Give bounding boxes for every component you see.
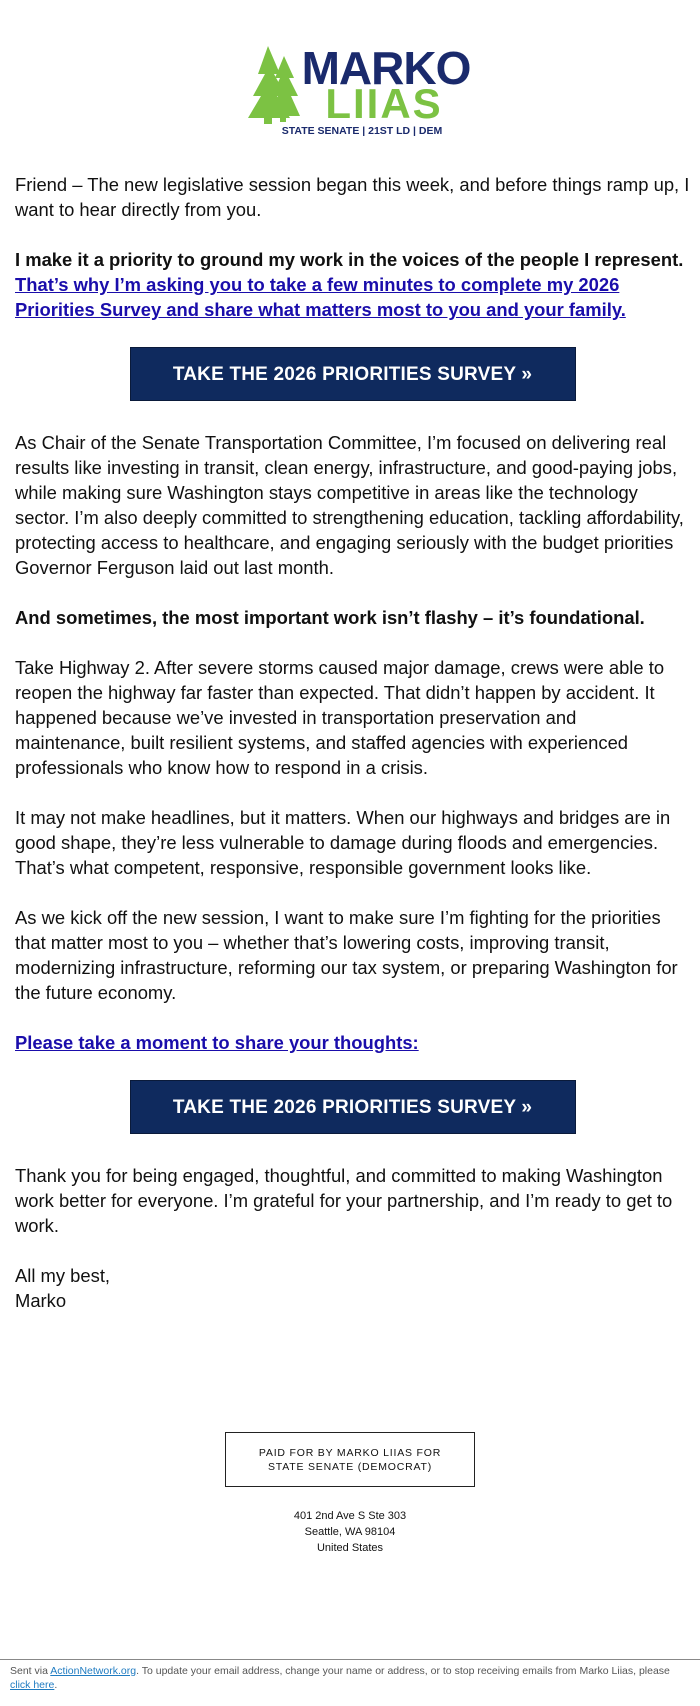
mailing-address [0, 1508, 700, 1556]
unsubscribe-note [10, 1664, 692, 1692]
signoff [15, 1263, 690, 1313]
campaign-logo [0, 34, 700, 140]
survey-button[interactable]: TAKE THE 2026 PRIORITIES SURVEY » [130, 347, 576, 401]
cta-row [15, 347, 690, 401]
footer-divider [0, 1659, 700, 1660]
thanks-paragraph: Thank you for being engaged, thoughtful, and committed to making Washington work better for everyone. I’m grateful for your partnership, and I’m ready to get to work. [15, 1165, 673, 1236]
paid-for-disclaimer: PAID FOR BY MARKO LIIAS FOR STATE SENATE (DEMOCRAT) [225, 1432, 475, 1487]
share-paragraph [15, 1030, 690, 1055]
priority-paragraph [15, 247, 690, 322]
chair-paragraph: As Chair of the Senate Transportation Committee, I’m focused on delivering real results like investing in transit, clean energy, infrastructure, and good-paying jobs, while making sure Washington stays competitive in areas like the technology sector. I’m also deeply committed to strengthening education, tackling affordability, protecting access to healthcare, and engaging seriously with the budget priorities Governor Ferguson laid out last month. [15, 432, 684, 578]
email-body [15, 172, 690, 1338]
note-prefix: Sent via [10, 1665, 51, 1677]
logo-name-bottom: LIIAS [325, 80, 443, 127]
logo-graphic [250, 34, 471, 138]
survey-link[interactable]: That’s why I’m asking you to take a few minutes to complete my 2026 Priorities Survey and share what matters most to you and your family. [15, 274, 626, 320]
headlines-paragraph: It may not make headlines, but it matters. When our highways and bridges are in good shape, they’re less vulnerable to damage during floods and emergencies. That’s what competent, responsive, responsible government looks like. [15, 807, 671, 878]
foundational-heading: And sometimes, the most important work isn’t flashy – it’s foundational. [15, 607, 645, 628]
address-line-3: United States [316, 1542, 384, 1554]
cta-row-2 [15, 1080, 690, 1134]
tree-icon [248, 46, 300, 124]
session-paragraph: As we kick off the new session, I want to make sure I’m fighting for the priorities that matter most to you – whether that’s lowering costs, improving transit, modernizing infrastructure, reforming our tax system, or preparing Washington for the future economy. [15, 907, 678, 1003]
actionnetwork-link[interactable]: ActionNetwork.org [50, 1665, 137, 1677]
highway-paragraph: Take Highway 2. After severe storms caused major damage, crews were able to reopen the highway far faster than expected. That didn’t happen by accident. It happened because we’ve invested in transportation preservation and maintenance, built resilient systems, and staffed agencies with experienced professionals who know how to respond in a crisis. [15, 657, 665, 778]
signoff-line: All my best, [15, 1265, 111, 1286]
address-line-2: Seattle, WA 98104 [304, 1526, 396, 1538]
note-suffix: . [54, 1679, 58, 1691]
logo-tagline: STATE SENATE | 21ST LD | DEM [281, 125, 443, 137]
signature: Marko [15, 1290, 67, 1311]
share-thoughts-link[interactable]: Please take a moment to share your thoughts: [15, 1032, 419, 1053]
priority-bold-text: I make it a priority to ground my work in the voices of the people I represent. [15, 249, 684, 270]
note-middle: . To update your email address, change your name or address, or to stop receiving emails from Marko Liias, please [136, 1665, 670, 1677]
survey-button-2[interactable]: TAKE THE 2026 PRIORITIES SURVEY » [130, 1080, 576, 1134]
logo-name-top: MARKO [301, 42, 471, 94]
intro-paragraph: Friend – The new legislative session began this week, and before things ramp up, I want to hear directly from you. [15, 174, 690, 220]
address-line-1: 401 2nd Ave S Ste 303 [293, 1510, 407, 1522]
unsubscribe-link[interactable]: click here [10, 1679, 55, 1691]
